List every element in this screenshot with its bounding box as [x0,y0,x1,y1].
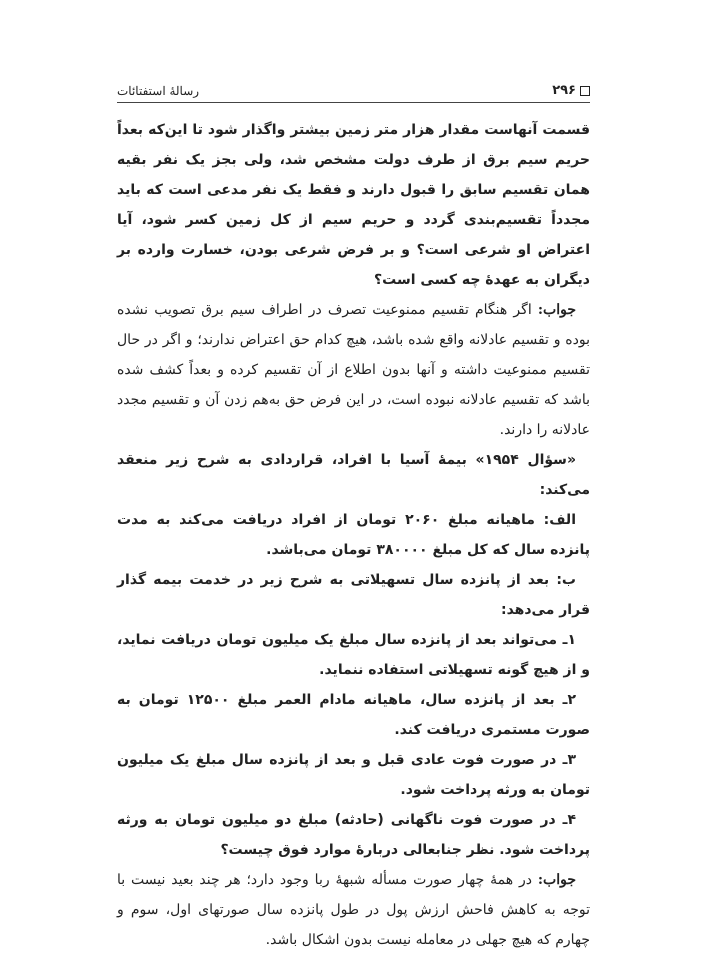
clause-alef [117,505,590,565]
answer-paragraph [117,865,590,955]
paragraph-text: ۱ـ می‌تواند بعد از پانزده سال مبلغ یک میلیون تومان دریافت نماید، و از هیچ گونه تسهیلاتی استفاده ننماید. [117,632,590,678]
question-continued [117,115,590,295]
running-title: رسالهٔ استفتائات [117,84,200,98]
clause-be [117,565,590,625]
paragraph-text: ۴ـ در صورت فوت ناگهانی (حادثه) مبلغ دو میلیون تومان به ورثه پرداخت شود. نظر جنابعالی دربارهٔ موارد فوق چیست؟ [117,812,590,858]
answer-label: جواب: [537,872,576,888]
list-item-3 [117,745,590,805]
question-heading [117,445,590,505]
paragraph-text: اگر هنگام تقسیم ممنوعیت تصرف در اطراف سیم برق تصویب نشده بوده و تقسیم عادلانه واقع شده باشد، هیچ کدام حق اعتراض ندارند؛ و اگر در حال تقسیم ممنوعیت داشته و آنها بدون اطلاع از آن تقسیم کرده و بعداً کشف شده باشد که تقسیم عادلانه نبوده است، در این فرض حق به‌هم زدن آن و تقسیم مجدد عادلانه را دارند. [117,302,590,438]
list-item-1 [117,625,590,685]
paragraph-text: در همهٔ چهار صورت مسأله شبههٔ ربا وجود دارد؛ هر چند بعید نیست با توجه به کاهش فاحش ارزش پول در طول پانزده سال صورتهای اول، سوم و چهارم که هیچ جهلی در معامله نیست بدون اشکال باشد. [117,872,590,948]
list-item-2 [117,685,590,745]
list-item-4 [117,805,590,865]
square-bullet-icon [580,86,590,96]
page-header [117,82,590,103]
page-number-text: ۲۹۶ [552,83,576,98]
paragraph-text: ب: بعد از پانزده سال تسهیلاتی به شرح زیر در خدمت بیمه گذار قرار می‌دهد: [117,572,590,618]
page-body [117,115,590,955]
answer-label: جواب: [537,302,576,318]
paragraph-text: الف: ماهیانه مبلغ ۲۰۶۰ تومان از افراد دریافت می‌کند به مدت پانزده سال که کل مبلغ ۳۸۰۰۰۰ تومان می‌باشد. [117,512,590,558]
paragraph-text: «سؤال ۱۹۵۴» بیمهٔ آسیا با افراد، قراردادی به شرح زیر منعقد می‌کند: [117,452,590,498]
page-number [552,83,590,102]
answer-paragraph [117,295,590,445]
paragraph-text: قسمت آنهاست مقدار هزار متر زمین بیشتر واگذار شود تا این‌که بعداً حریم سیم برق از طرف دولت مشخص شد، ولی بجز یک نفر بقیه همان تقسیم سابق را قبول دارند و فقط یک نفر مدعی است که باید مجدداً تقسیم‌بندی گردد و حریم سیم از کل زمین کسر شود، آیا اعتراض او شرعی است؟ و بر فرض شرعی بودن، خسارت وارده بر دیگران به عهدهٔ چه کسی است؟ [117,122,590,288]
paragraph-text: ۲ـ بعد از پانزده سال، ماهیانه مادام العمر مبلغ ۱۲۵۰۰ تومان به صورت مستمری دریافت کند. [117,692,590,738]
paragraph-text: ۳ـ در صورت فوت عادی قبل و بعد از پانزده سال مبلغ یک میلیون تومان به ورثه پرداخت شود. [117,752,590,798]
